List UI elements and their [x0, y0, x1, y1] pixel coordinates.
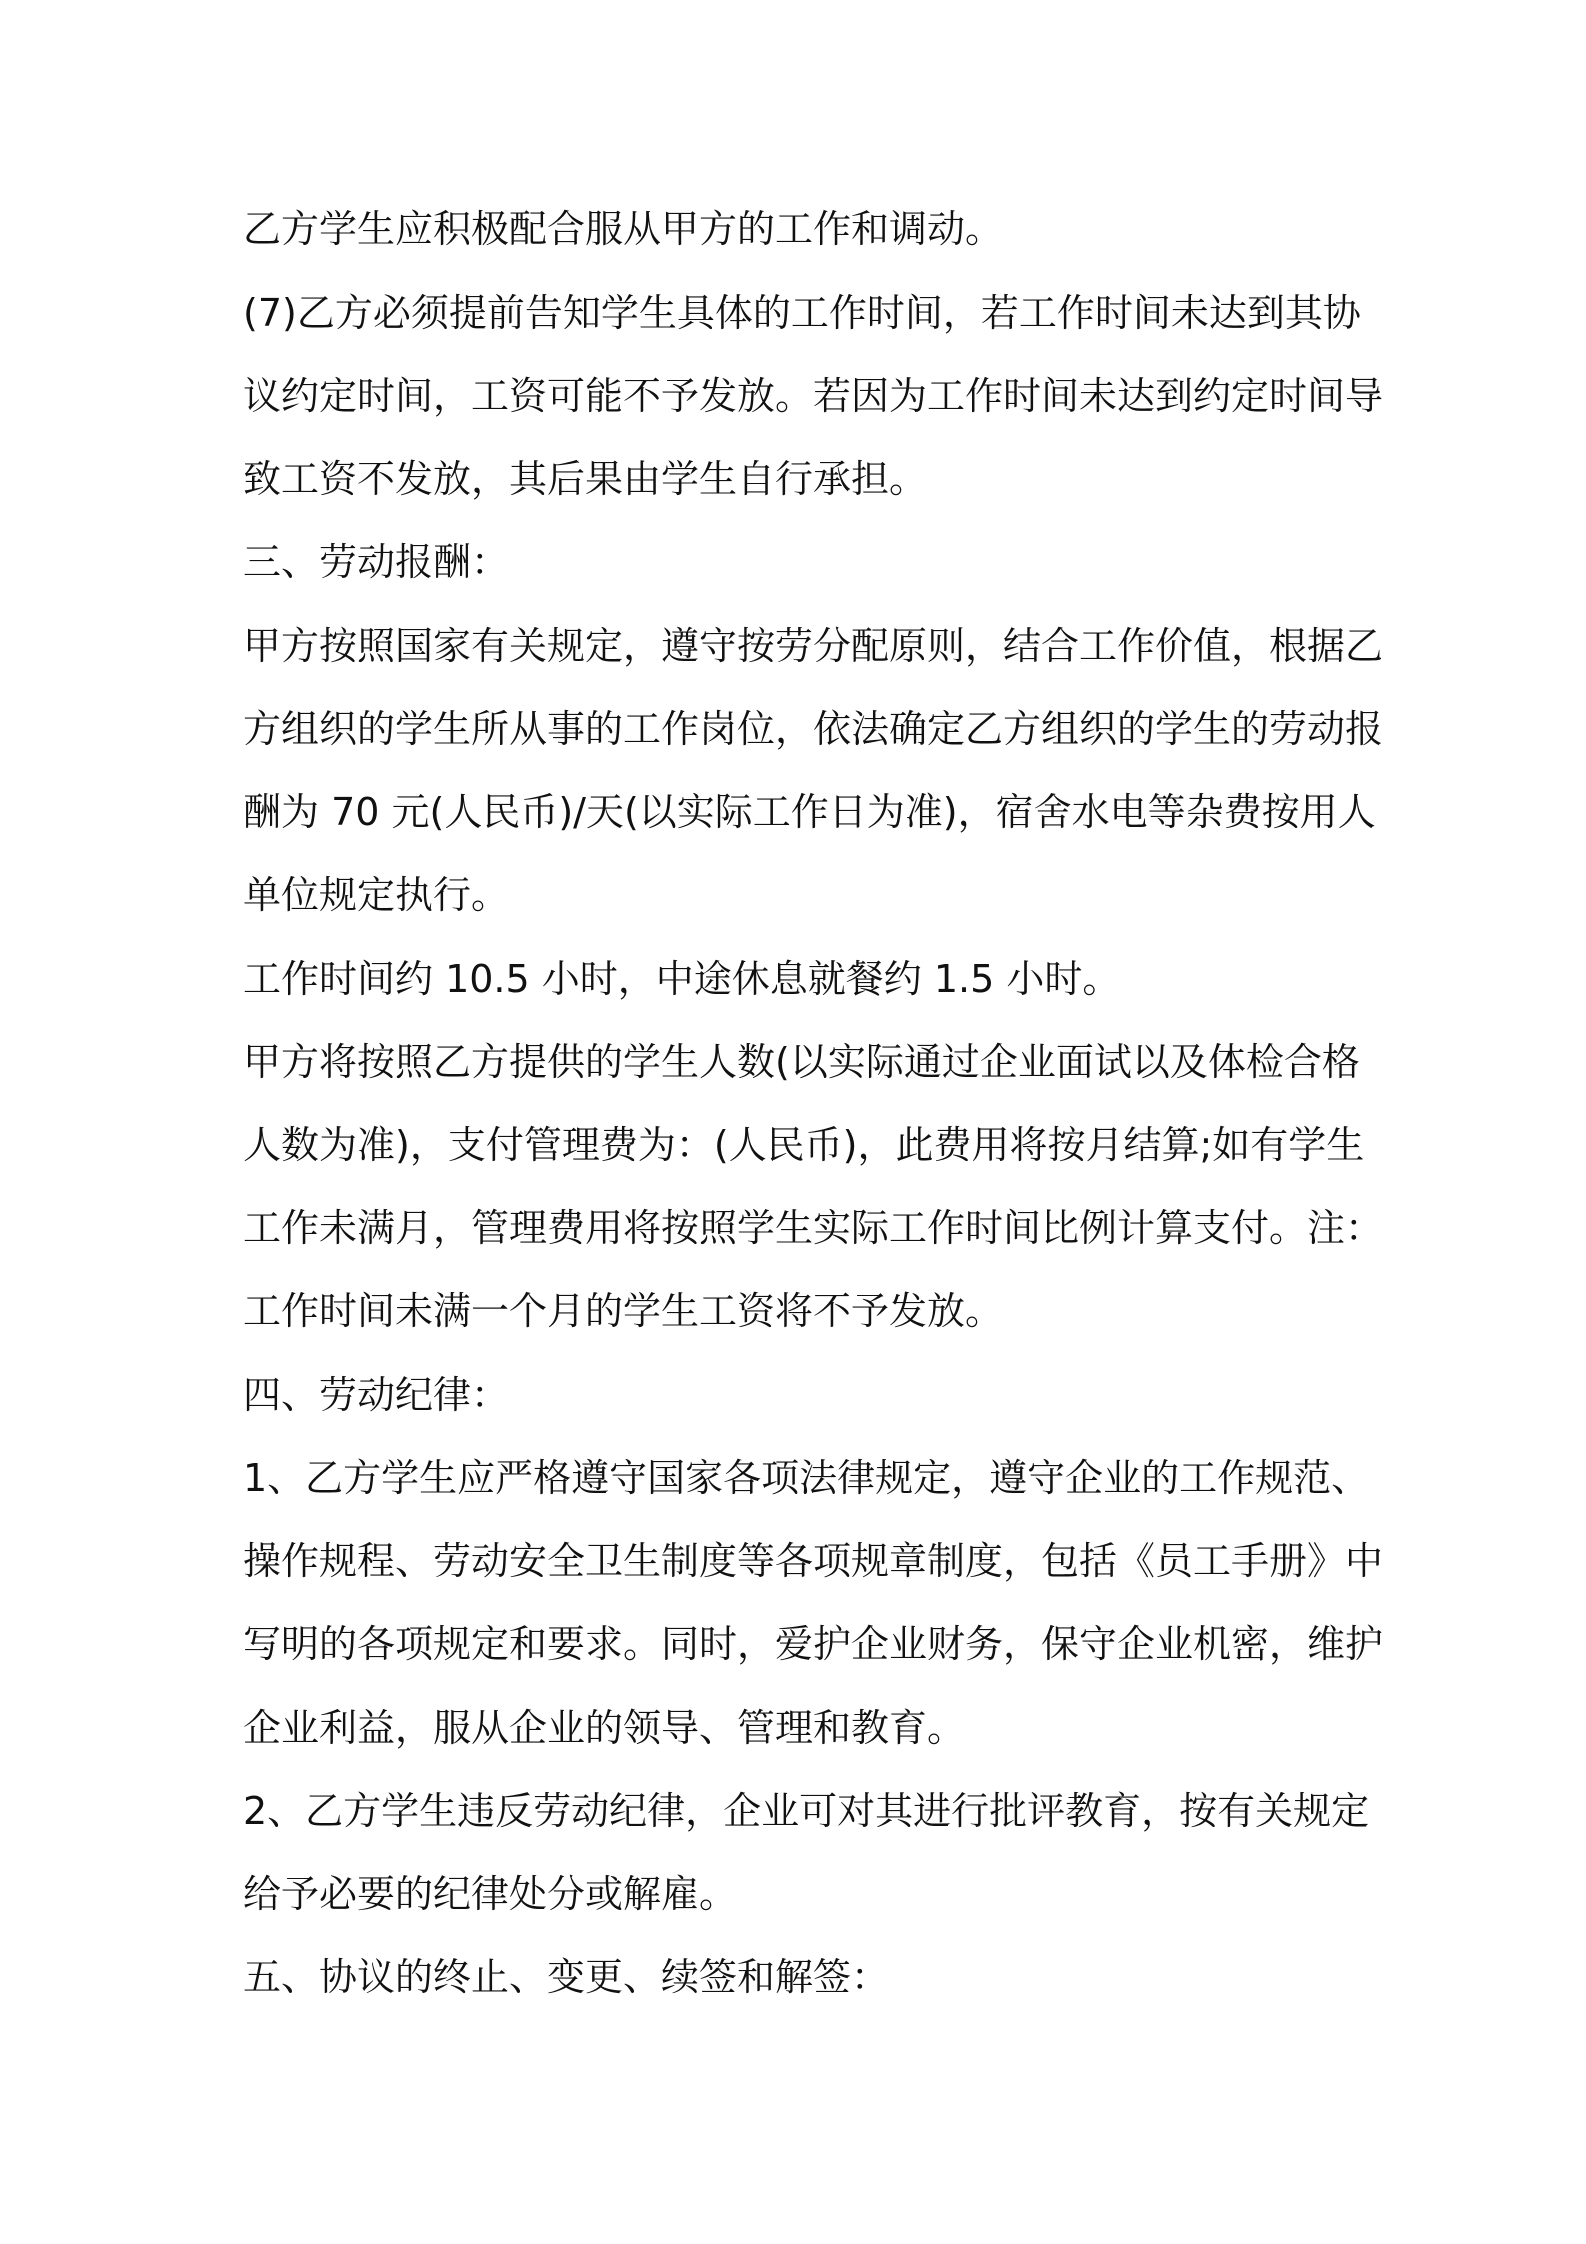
text-line: 1、乙方学生应严格遵守国家各项法律规定，遵守企业的工作规范、 — [243, 1456, 1370, 1500]
text-line: 2、乙方学生违反劳动纪律，企业可对其进行批评教育，按有关规定 — [243, 1789, 1370, 1833]
text-line: 工作未满月，管理费用将按照学生实际工作时间比例计算支付。注： — [243, 1206, 1384, 1250]
text-line: 乙方学生应积极配合服从甲方的工作和调动。 — [243, 207, 1004, 251]
text-line: 工作时间约 10.5 小时，中途休息就餐约 1.5 小时。 — [243, 957, 1121, 1001]
text-line: 议约定时间，工资可能不予发放。若因为工作时间未达到约定时间导 — [243, 374, 1384, 418]
text-line: 操作规程、劳动安全卫生制度等各项规章制度，包括《员工手册》中 — [243, 1539, 1384, 1583]
text-line: 写明的各项规定和要求。同时，爱护企业财务，保守企业机密，维护 — [243, 1622, 1384, 1666]
text-line: 人数为准)，支付管理费为：(人民币)，此费用将按月结算;如有学生 — [243, 1123, 1365, 1167]
section-heading: 五、协议的终止、变更、续签和解签： — [243, 1955, 890, 1999]
text-line: 给予必要的纪律处分或解雇。 — [243, 1872, 738, 1916]
text-line: 酬为 70 元(人民币)/天(以实际工作日为准)，宿舍水电等杂费按用人 — [243, 790, 1376, 834]
text-line: (7)乙方必须提前告知学生具体的工作时间，若工作时间未达到其协 — [243, 291, 1361, 335]
text-line: 甲方按照国家有关规定，遵守按劳分配原则，结合工作价值，根据乙 — [243, 624, 1384, 668]
text-line: 甲方将按照乙方提供的学生人数(以实际通过企业面试以及体检合格 — [243, 1040, 1360, 1084]
section-heading: 三、劳动报酬： — [243, 540, 510, 584]
text-line: 单位规定执行。 — [243, 873, 510, 917]
text-line: 致工资不发放，其后果由学生自行承担。 — [243, 457, 928, 501]
text-line: 企业利益，服从企业的领导、管理和教育。 — [243, 1706, 966, 1750]
text-line: 方组织的学生所从事的工作岗位，依法确定乙方组织的学生的劳动报 — [243, 707, 1384, 751]
text-line: 工作时间未满一个月的学生工资将不予发放。 — [243, 1289, 1004, 1333]
section-heading: 四、劳动纪律： — [243, 1373, 510, 1417]
